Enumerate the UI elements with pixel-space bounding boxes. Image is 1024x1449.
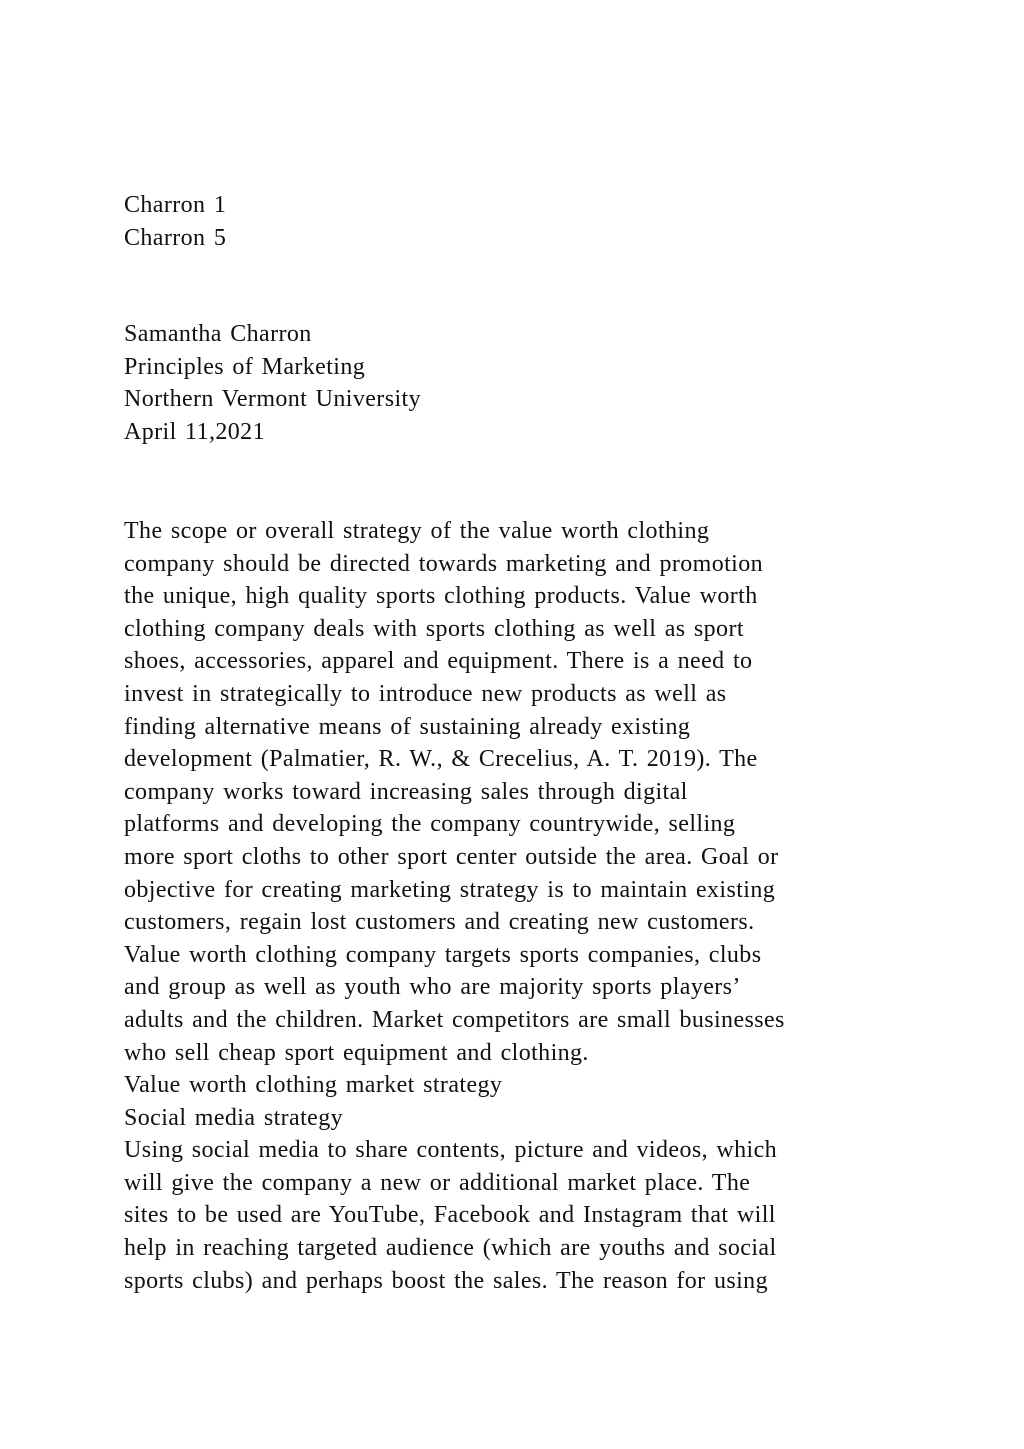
institution-name: Northern Vermont University — [124, 386, 421, 413]
body-line: shoes, accessories, apparel and equipment. There is a need to — [124, 648, 753, 675]
subsection-heading-social-media: Social media strategy — [124, 1104, 344, 1131]
author-name: Samantha Charron — [124, 321, 312, 347]
course-name: Principles of Marketing — [124, 353, 366, 380]
body-line: more sport cloths to other sport center outside the area. Goal or — [124, 843, 779, 870]
body-text — [124, 515, 924, 1297]
document-date: April 11,2021 — [124, 418, 265, 445]
body-line: Using social media to share contents, picture and videos, which — [124, 1137, 778, 1164]
body-line: platforms and developing the company countrywide, selling — [124, 811, 736, 838]
body-line: and group as well as youth who are majority sports players’ — [124, 974, 741, 1001]
body-line: will give the company a new or additional market place. The — [124, 1169, 751, 1196]
body-line: the unique, high quality sports clothing products. Value worth — [124, 583, 758, 610]
body-line: company works toward increasing sales through digital — [124, 778, 688, 805]
body-line: who sell cheap sport equipment and clothing. — [124, 1039, 589, 1066]
page-header — [124, 189, 924, 254]
running-header-line: Charron 5 — [124, 224, 227, 251]
mla-heading — [124, 318, 924, 448]
body-line: Value worth clothing company targets sports companies, clubs — [124, 941, 762, 968]
body-line: sports clubs) and perhaps boost the sales. The reason for using — [124, 1267, 768, 1294]
body-line: The scope or overall strategy of the value worth clothing — [124, 518, 710, 544]
body-line: adults and the children. Market competitors are small businesses — [124, 1006, 785, 1033]
body-line: clothing company deals with sports clothing as well as sport — [124, 615, 744, 642]
section-heading-market-strategy: Value worth clothing market strategy — [124, 1072, 503, 1099]
body-line: customers, regain lost customers and creating new customers. — [124, 909, 755, 936]
body-line: objective for creating marketing strategy is to maintain existing — [124, 876, 776, 903]
body-line: sites to be used are YouTube, Facebook and Instagram that will — [124, 1202, 776, 1229]
body-line: development (Palmatier, R. W., & Crecelius, A. T. 2019). The — [124, 746, 758, 773]
running-header-line: Charron 1 — [124, 192, 227, 218]
body-line: company should be directed towards marketing and promotion — [124, 550, 764, 577]
body-line: finding alternative means of sustaining already existing — [124, 713, 691, 740]
body-line: help in reaching targeted audience (which are youths and social — [124, 1235, 777, 1262]
body-line: invest in strategically to introduce new products as well as — [124, 680, 727, 707]
